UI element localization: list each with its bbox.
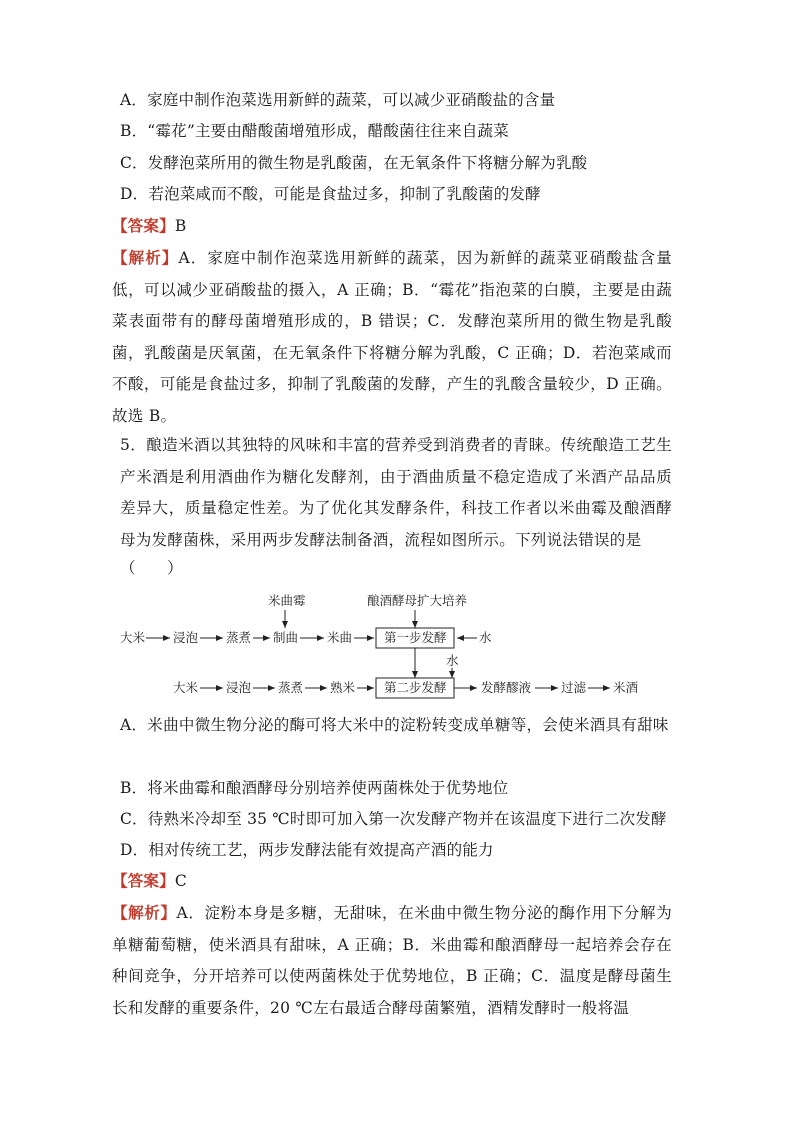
q5-option-a-text: A．米曲中微生物分泌的酶可将大米中的淀粉转变成单糖等，会使米酒具有甜味 (120, 716, 669, 734)
q5-option-c: C．待熟米冷却至 35 ℃时即可加入第一次发酵产物并在该温度下进行二次发酵 (120, 810, 667, 828)
q4-option-a: A．家庭中制作泡菜选用新鲜的蔬菜，可以减少亚硝酸盐的含量 (120, 91, 556, 109)
water2-label: 水 (446, 653, 459, 668)
water1-label: 水 (479, 630, 492, 645)
row2-item-cooked-rice: 熟米 (330, 680, 356, 695)
answer-label: 【答案】 (112, 216, 175, 235)
q5-analysis (112, 897, 672, 1024)
answer-value: B (174, 217, 187, 235)
q5-option-b: B．将米曲霉和酿酒酵母分别培养使两菌株处于优势地位 (120, 779, 509, 797)
row1-item-rice-koji: 米曲 (327, 630, 353, 645)
q5-answer (112, 871, 187, 891)
analysis-text: A．淀粉本身是多糖，无甜味，在米曲中微生物分泌的酶作用下分解为单糖葡萄糖，使米酒具有甜味，A 正确；B．米曲霉和酿酒酵母一起培养会存在种间竞争，分开培养可以使两菌株处于优势地位，B 正确；C．温度是酵母菌生长和发酵的重要条件，20 ℃左右最适合酵母菌繁殖，酒精发酵时一般将温 (112, 904, 672, 1017)
row2-item-steam: 蒸煮 (278, 680, 304, 695)
q5-paren: （ ） (120, 559, 183, 577)
analysis-text: A．家庭中制作泡菜选用新鲜的蔬菜，因为新鲜的蔬菜亚硝酸盐含量低，可以减少亚硝酸盐的摄入，A 正确；B．“霉花”指泡菜的白膜，主要是由蔬菜表面带有的酵母菌增殖形成的，B 错误；C．发酵泡菜所用的微生物是乳酸菌，乳酸菌是厌氧菌，在无氧条件下将糖分解为乳酸，C 正确；D．若泡菜咸而不酸，可能是食盐过多，抑制了乳酸菌的发酵，产生的乳酸含量较少，D 正确。故选 B。 (112, 249, 672, 425)
answer-label: 【答案】 (112, 871, 175, 890)
q5-stem (120, 430, 672, 556)
row1-item-soak: 浸泡 (173, 630, 199, 645)
row1-item-koji-making: 制曲 (273, 630, 299, 645)
q4-option-d: D．若泡菜咸而不酸，可能是食盐过多，抑制了乳酸菌的发酵 (120, 185, 541, 203)
q5-option-a (120, 710, 672, 742)
fermentation-flow-diagram (115, 585, 675, 705)
row2-item-mash: 发酵醪液 (481, 680, 532, 695)
analysis-label: 【解析】 (112, 903, 177, 922)
q4-analysis (112, 242, 672, 432)
q5-stem-text: 5．酿造米酒以其独特的风味和丰富的营养受到消费者的青睐。传统酿造工艺生产米酒是利用酒曲作为糖化发酵剂，由于酒曲质量不稳定造成了米酒产品品质差异大，质量稳定性差。为了优化其发酵条件，科技工作者以米曲霉及酿酒酵母为发酵菌株，采用两步发酵法制备酒，流程如图所示。下列说法错误的是 (120, 436, 672, 549)
row2-item-soak: 浸泡 (226, 680, 252, 695)
row2-item-filter: 过滤 (561, 680, 587, 695)
q4-option-c: C．发酵泡菜所用的微生物是乳酸菌，在无氧条件下将糖分解为乳酸 (120, 154, 588, 172)
analysis-label: 【解析】 (112, 248, 179, 267)
row2-item-rice: 大米 (173, 680, 199, 695)
row1-item-rice: 大米 (120, 630, 146, 645)
answer-value: C (174, 872, 187, 890)
mold-label: 米曲霉 (268, 593, 306, 608)
yeast-label: 酿酒酵母扩大培养 (367, 593, 468, 608)
q5-option-d: D．相对传统工艺，两步发酵法能有效提高产酒的能力 (120, 841, 494, 859)
step2-label: 第二步发酵 (384, 680, 447, 695)
q4-option-b: B．“霉花”主要由醋酸菌增殖形成，醋酸菌往往来自蔬菜 (120, 122, 509, 140)
q4-answer (112, 216, 186, 236)
step1-label: 第一步发酵 (384, 630, 447, 645)
row1-item-steam: 蒸煮 (226, 630, 252, 645)
row2-item-rice-wine: 米酒 (613, 680, 639, 695)
